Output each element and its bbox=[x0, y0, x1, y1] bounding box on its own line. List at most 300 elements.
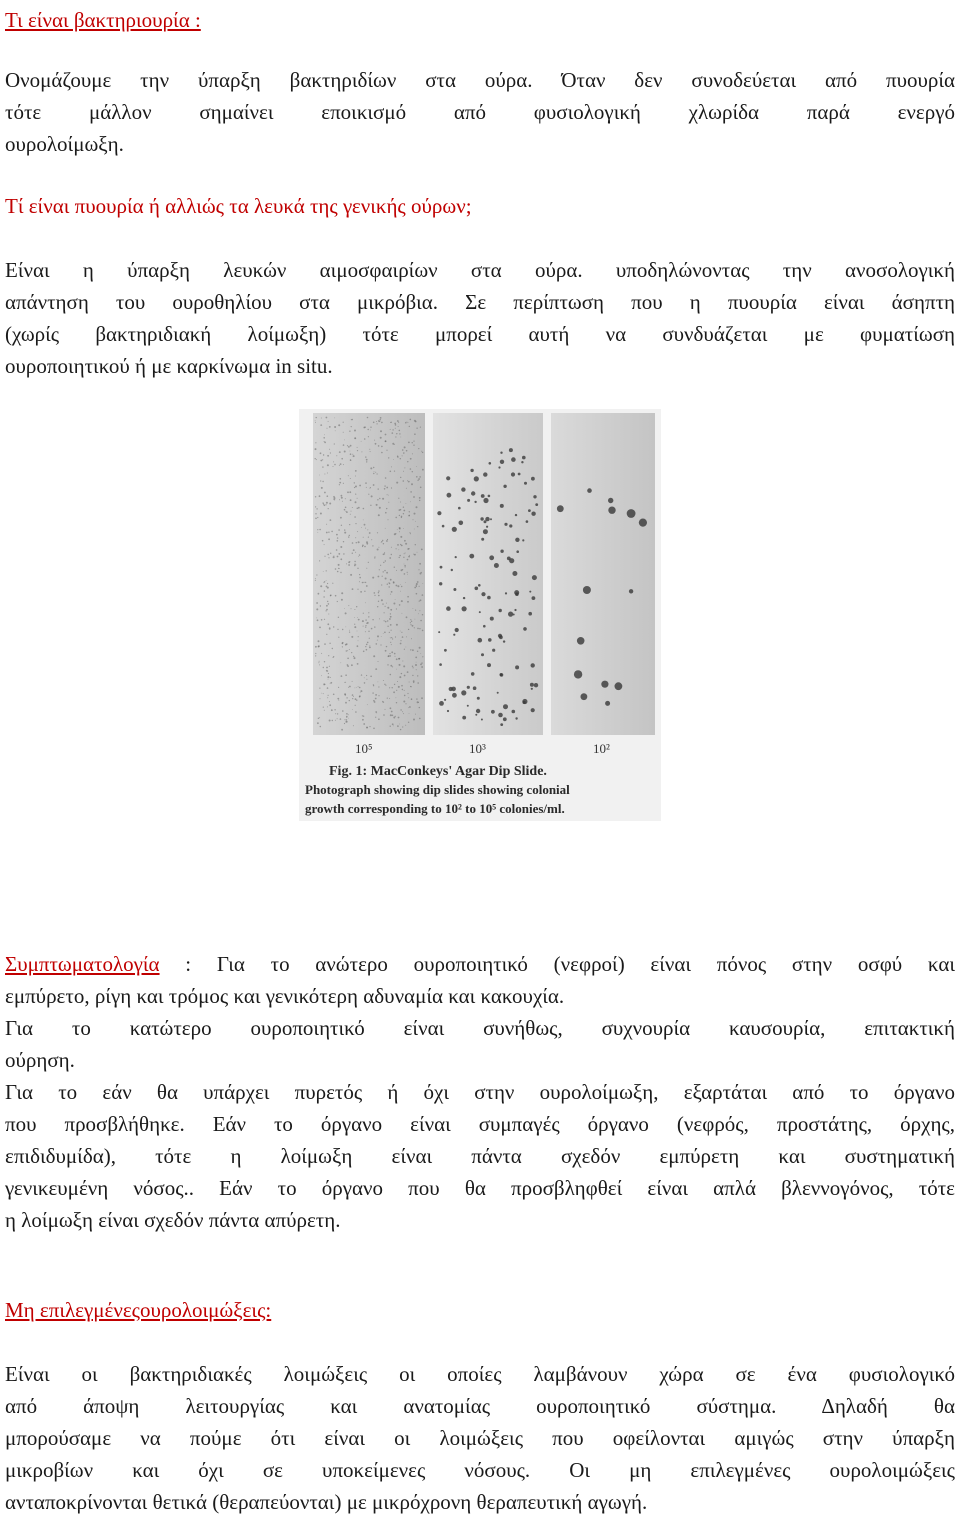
colony-dot bbox=[348, 536, 349, 537]
colony-dot bbox=[344, 532, 346, 534]
colony-dot bbox=[387, 539, 388, 540]
colony-dot bbox=[479, 611, 481, 613]
colony-dot bbox=[321, 487, 323, 489]
colony-dot bbox=[378, 514, 380, 516]
colony-dot bbox=[386, 450, 387, 451]
colony-dot bbox=[400, 643, 402, 645]
colony-dot bbox=[499, 609, 502, 612]
colony-dot bbox=[390, 674, 392, 676]
colony-dot bbox=[415, 421, 417, 423]
text-line: ούρηση. bbox=[5, 1048, 75, 1072]
colony-dot bbox=[398, 498, 399, 499]
colony-dot bbox=[404, 695, 406, 697]
caption-line-1: Fig. 1: MacConkeys' Agar Dip Slide. bbox=[329, 764, 547, 779]
colony-dot bbox=[354, 487, 355, 488]
colony-dot bbox=[327, 495, 329, 497]
colony-dot bbox=[408, 556, 410, 558]
colony-dot bbox=[345, 507, 347, 509]
colony-dot bbox=[416, 698, 417, 699]
colony-dot bbox=[414, 627, 415, 628]
colony-dot bbox=[409, 713, 410, 714]
colony-dot bbox=[526, 520, 529, 523]
colony-dot bbox=[392, 666, 393, 667]
colony-dot bbox=[318, 662, 319, 663]
colony-dot bbox=[375, 698, 377, 700]
colony-dot bbox=[354, 437, 356, 439]
colony-dot bbox=[396, 570, 397, 571]
colony-dot bbox=[370, 427, 371, 428]
colony-dot bbox=[327, 554, 329, 556]
colony-dot bbox=[342, 629, 343, 630]
colony-dot bbox=[352, 698, 353, 699]
colony-dot bbox=[408, 481, 410, 483]
colony-dot bbox=[399, 724, 400, 725]
colony-dot bbox=[414, 529, 415, 530]
colony-dot bbox=[417, 651, 418, 652]
colony-dot bbox=[490, 518, 492, 520]
colony-dot bbox=[344, 723, 345, 724]
colony-dot bbox=[381, 541, 382, 542]
colony-dot bbox=[349, 491, 351, 493]
colony-dot bbox=[317, 722, 319, 724]
colony-dot bbox=[335, 595, 337, 597]
colony-dot bbox=[385, 512, 387, 514]
colony-dot bbox=[379, 498, 380, 499]
colony-dot bbox=[400, 437, 401, 438]
colony-dot bbox=[471, 672, 475, 676]
colony-dot bbox=[380, 437, 382, 439]
colony-dot bbox=[528, 612, 532, 616]
heading-symptoms: Συμπτωματολογία bbox=[5, 952, 160, 976]
colony-dot bbox=[389, 632, 390, 633]
colony-dot bbox=[514, 590, 519, 595]
colony-dot bbox=[413, 682, 414, 683]
colony-dot bbox=[401, 516, 403, 518]
colony-dot bbox=[402, 636, 404, 638]
colony-dot bbox=[409, 515, 410, 516]
colony-dot bbox=[355, 501, 357, 503]
colony-dot bbox=[398, 549, 399, 550]
colony-dot bbox=[345, 674, 347, 676]
colony-dot bbox=[407, 601, 409, 603]
colony-dot bbox=[411, 699, 412, 700]
colony-dot bbox=[387, 607, 389, 609]
colony-dot bbox=[390, 616, 392, 618]
colony-dot bbox=[330, 519, 332, 521]
colony-dot bbox=[348, 561, 350, 563]
colony-dot bbox=[316, 574, 317, 575]
colony-dot bbox=[341, 592, 343, 594]
colony-dot bbox=[315, 422, 316, 423]
colony-dot bbox=[393, 691, 395, 693]
colony-dot bbox=[381, 584, 382, 585]
colony-dot bbox=[365, 646, 366, 647]
colony-dot bbox=[354, 624, 355, 625]
colony-dot bbox=[629, 589, 633, 593]
colony-dot bbox=[407, 480, 408, 481]
colony-dot bbox=[387, 620, 388, 621]
colony-dot bbox=[363, 723, 365, 725]
colony-dot bbox=[413, 608, 414, 609]
label-1e3: 10³ bbox=[469, 741, 486, 756]
colony-dot bbox=[396, 690, 397, 691]
colony-dot bbox=[483, 625, 486, 628]
colony-dot bbox=[387, 584, 388, 585]
colony-dot bbox=[528, 509, 531, 512]
colony-dot bbox=[369, 647, 371, 649]
colony-dot bbox=[326, 580, 327, 581]
colony-dot bbox=[418, 613, 419, 614]
colony-dot bbox=[481, 494, 485, 498]
colony-dot bbox=[515, 514, 517, 516]
colony-dot bbox=[358, 640, 359, 641]
colony-dot bbox=[315, 580, 316, 581]
colony-dot bbox=[406, 616, 408, 618]
colony-dot bbox=[397, 585, 399, 587]
colony-dot bbox=[354, 609, 355, 610]
colony-dot bbox=[404, 553, 405, 554]
colony-dot bbox=[410, 649, 411, 650]
colony-dot bbox=[365, 631, 366, 632]
text-line: η λοίμωξη είναι σχεδόν πάντα απύρετη. bbox=[5, 1208, 341, 1232]
colony-dot bbox=[377, 640, 378, 641]
colony-dot bbox=[403, 513, 404, 514]
colony-dot bbox=[368, 612, 369, 613]
colony-dot bbox=[410, 491, 412, 493]
colony-dot bbox=[398, 658, 400, 660]
colony-dot bbox=[357, 447, 358, 448]
colony-dot bbox=[330, 595, 331, 596]
colony-dot bbox=[390, 624, 392, 626]
colony-dot bbox=[415, 714, 416, 715]
colony-dot bbox=[355, 476, 356, 477]
colony-dot bbox=[337, 713, 338, 714]
colony-dot bbox=[384, 632, 386, 634]
colony-dot bbox=[324, 492, 326, 494]
colony-dot bbox=[324, 619, 325, 620]
colony-dot bbox=[402, 711, 403, 712]
colony-dot bbox=[419, 718, 421, 720]
colony-dot bbox=[368, 436, 369, 437]
colony-dot bbox=[405, 553, 406, 554]
colony-dot bbox=[535, 503, 538, 506]
colony-dot bbox=[390, 665, 392, 667]
caption-line-2: Photograph showing dip slides showing colonial bbox=[305, 782, 570, 797]
colony-dot bbox=[403, 510, 405, 512]
colony-dot bbox=[329, 426, 331, 428]
colony-dot bbox=[318, 640, 320, 642]
colony-dot bbox=[400, 477, 401, 478]
colony-dot bbox=[422, 469, 424, 471]
colony-dot bbox=[422, 614, 423, 615]
colony-dot bbox=[356, 606, 357, 607]
colony-dot bbox=[364, 682, 366, 684]
colony-dot bbox=[317, 532, 318, 533]
colony-dot bbox=[361, 451, 362, 452]
colony-dot bbox=[362, 715, 363, 716]
colony-dot bbox=[332, 583, 333, 584]
colony-dot bbox=[362, 545, 364, 547]
colony-dot bbox=[398, 426, 399, 427]
colony-dot bbox=[336, 455, 337, 456]
colony-dot bbox=[319, 661, 320, 662]
colony-dot bbox=[405, 566, 406, 567]
colony-dot bbox=[351, 664, 353, 666]
colony-dot bbox=[319, 664, 320, 665]
colony-dot bbox=[500, 673, 504, 677]
colony-dot bbox=[408, 697, 409, 698]
colony-dot bbox=[461, 487, 465, 491]
colony-dot bbox=[326, 634, 327, 635]
colony-dot bbox=[383, 701, 385, 703]
colony-dot bbox=[447, 710, 449, 712]
colony-dot bbox=[414, 513, 416, 515]
colony-dot bbox=[368, 631, 369, 632]
colony-dot bbox=[365, 625, 366, 626]
colony-dot bbox=[340, 517, 342, 519]
colony-dot bbox=[343, 483, 344, 484]
colony-dot bbox=[379, 421, 381, 423]
colony-dot bbox=[404, 649, 405, 650]
text-line: τότε μάλλον σημαίνει εποικισμό από φυσιολογική χλωρίδα παρά ενεργό bbox=[5, 100, 955, 124]
colony-dot bbox=[355, 705, 356, 706]
colony-dot bbox=[350, 514, 351, 515]
colony-dot bbox=[378, 661, 379, 662]
colony-dot bbox=[327, 464, 329, 466]
colony-dot bbox=[373, 473, 374, 474]
colony-dot bbox=[375, 556, 376, 557]
colony-dot bbox=[390, 471, 392, 473]
colony-dot bbox=[325, 504, 326, 505]
colony-dot bbox=[341, 525, 342, 526]
colony-dot bbox=[384, 684, 385, 685]
colony-dot bbox=[357, 508, 359, 510]
colony-dot bbox=[489, 462, 492, 465]
paragraph-uncomplicated bbox=[5, 1358, 955, 1518]
colony-dot bbox=[350, 453, 352, 455]
colony-dot bbox=[377, 549, 379, 551]
colony-dot bbox=[328, 421, 329, 422]
colony-dot bbox=[401, 586, 402, 587]
colony-dot bbox=[403, 701, 405, 703]
colony-dot bbox=[378, 695, 379, 696]
colony-dot bbox=[524, 482, 527, 485]
colony-dot bbox=[319, 475, 320, 476]
colony-dot bbox=[351, 652, 352, 653]
colony-dot bbox=[400, 544, 401, 545]
colony-dot bbox=[348, 605, 349, 606]
colony-dot bbox=[346, 511, 348, 513]
colony-dot bbox=[315, 442, 316, 443]
colony-dot bbox=[401, 545, 402, 546]
colony-dot bbox=[413, 496, 415, 498]
colony-dot bbox=[403, 507, 404, 508]
colony-dot bbox=[481, 538, 484, 541]
text-line: εμπύρετο, ρίγη και τρόμος και γενικότερη αδυναμία και κακουχία. bbox=[5, 984, 565, 1008]
colony-dot bbox=[317, 529, 318, 530]
colony-dot bbox=[322, 459, 323, 460]
colony-dot bbox=[412, 625, 414, 627]
colony-dot bbox=[373, 728, 375, 730]
colony-dot bbox=[514, 609, 516, 611]
colony-dot bbox=[375, 472, 376, 473]
colony-dot bbox=[401, 685, 403, 687]
colony-dot bbox=[391, 554, 392, 555]
colony-dot bbox=[407, 559, 409, 561]
colony-dot bbox=[412, 675, 413, 676]
colony-dot bbox=[419, 476, 421, 478]
colony-dot bbox=[383, 714, 385, 716]
colony-dot bbox=[409, 706, 411, 708]
colony-dot bbox=[341, 675, 343, 677]
colony-dot bbox=[363, 651, 365, 653]
colony-dot bbox=[326, 586, 328, 588]
colony-dot bbox=[362, 719, 364, 721]
colony-dot bbox=[574, 670, 582, 678]
colony-dot bbox=[359, 574, 360, 575]
colony-dot bbox=[372, 545, 373, 546]
colony-dot bbox=[382, 498, 384, 500]
colony-dot bbox=[343, 553, 344, 554]
colony-dot bbox=[393, 582, 395, 584]
colony-dot bbox=[320, 452, 322, 454]
colony-dot bbox=[394, 533, 396, 535]
colony-dot bbox=[378, 488, 379, 489]
colony-dot bbox=[334, 418, 335, 419]
colony-dot bbox=[355, 470, 357, 472]
colony-dot bbox=[404, 675, 406, 677]
colony-dot bbox=[500, 452, 502, 454]
colony-dot bbox=[373, 655, 375, 657]
colony-dot bbox=[400, 458, 401, 459]
colony-dot bbox=[373, 484, 375, 486]
colony-dot bbox=[399, 509, 401, 511]
colony-dot bbox=[396, 697, 397, 698]
colony-dot bbox=[488, 495, 491, 498]
colony-dot bbox=[463, 597, 465, 599]
colony-dot bbox=[328, 557, 329, 558]
colony-dot bbox=[390, 609, 392, 611]
colony-dot bbox=[403, 471, 404, 472]
colony-dot bbox=[397, 681, 398, 682]
colony-dot bbox=[397, 725, 399, 727]
colony-dot bbox=[328, 508, 329, 509]
colony-dot bbox=[412, 442, 413, 443]
colony-dot bbox=[418, 448, 419, 449]
colony-dot bbox=[390, 726, 391, 727]
colony-dot bbox=[366, 623, 367, 624]
colony-dot bbox=[367, 727, 368, 728]
colony-dot bbox=[351, 608, 352, 609]
colony-dot bbox=[615, 682, 623, 690]
colony-dot bbox=[330, 553, 331, 554]
colony-dot bbox=[334, 499, 335, 500]
colony-dot bbox=[385, 560, 386, 561]
colony-dot bbox=[388, 495, 389, 496]
colony-dot bbox=[400, 591, 401, 592]
colony-dot bbox=[366, 649, 368, 651]
colony-dot bbox=[344, 440, 345, 441]
colony-dot bbox=[345, 498, 346, 499]
colony-dot bbox=[352, 454, 353, 455]
colony-dot bbox=[394, 423, 396, 425]
colony-dot bbox=[408, 722, 409, 723]
colony-dot bbox=[319, 627, 321, 629]
colony-dot bbox=[360, 690, 362, 692]
colony-dot bbox=[327, 623, 329, 625]
colony-dot bbox=[349, 535, 350, 536]
colony-dot bbox=[400, 640, 401, 641]
colony-dot bbox=[377, 635, 379, 637]
colony-dot bbox=[316, 508, 317, 509]
colony-dot bbox=[370, 487, 371, 488]
colony-dot bbox=[366, 644, 368, 646]
colony-dot bbox=[390, 707, 392, 709]
colony-dot bbox=[483, 529, 488, 534]
label-1e2: 10² bbox=[593, 741, 610, 756]
colony-dot bbox=[369, 449, 370, 450]
colony-dot bbox=[412, 453, 413, 454]
colony-dot bbox=[401, 673, 402, 674]
colony-dot bbox=[365, 602, 366, 603]
colony-dot bbox=[320, 460, 322, 462]
colony-dot bbox=[380, 419, 381, 420]
colony-dot bbox=[416, 466, 417, 467]
colony-dot bbox=[354, 657, 356, 659]
colony-dot bbox=[391, 651, 393, 653]
colony-dot bbox=[407, 461, 408, 462]
colony-dot bbox=[411, 483, 413, 485]
colony-dot bbox=[323, 437, 325, 439]
colony-dot bbox=[396, 624, 398, 626]
colony-dot bbox=[362, 582, 364, 584]
colony-dot bbox=[405, 582, 406, 583]
colony-dot bbox=[315, 448, 317, 450]
colony-dot bbox=[387, 698, 388, 699]
colony-dot bbox=[413, 441, 414, 442]
colony-dot bbox=[395, 636, 396, 637]
colony-dot bbox=[326, 605, 328, 607]
colony-dot bbox=[333, 461, 334, 462]
colony-dot bbox=[327, 676, 329, 678]
colony-dot bbox=[349, 686, 351, 688]
colony-dot bbox=[505, 592, 507, 594]
colony-dot bbox=[370, 676, 372, 678]
colony-dot bbox=[324, 544, 325, 545]
colony-dot bbox=[416, 662, 417, 663]
colony-dot bbox=[327, 473, 328, 474]
colony-dot bbox=[420, 599, 422, 601]
colony-dot bbox=[353, 455, 355, 457]
colony-dot bbox=[407, 548, 409, 550]
colony-dot bbox=[383, 680, 384, 681]
colony-dot bbox=[357, 450, 358, 451]
colony-dot bbox=[368, 562, 369, 563]
colony-dot bbox=[389, 653, 390, 654]
colony-dot bbox=[416, 583, 418, 585]
colony-dot bbox=[451, 569, 453, 571]
colony-dot bbox=[357, 568, 358, 569]
colony-dot bbox=[327, 601, 328, 602]
colony-dot bbox=[397, 529, 398, 530]
colony-dot bbox=[369, 726, 370, 727]
colony-dot bbox=[374, 471, 375, 472]
colony-dot bbox=[341, 729, 343, 731]
text-line: που προσβλήθηκε. Εάν το όργανο είναι συμπαγές όργανο (νεφρός, προστάτης, όρχης, bbox=[5, 1112, 955, 1136]
colony-dot bbox=[396, 608, 397, 609]
colony-dot bbox=[403, 528, 404, 529]
colony-dot bbox=[383, 571, 384, 572]
